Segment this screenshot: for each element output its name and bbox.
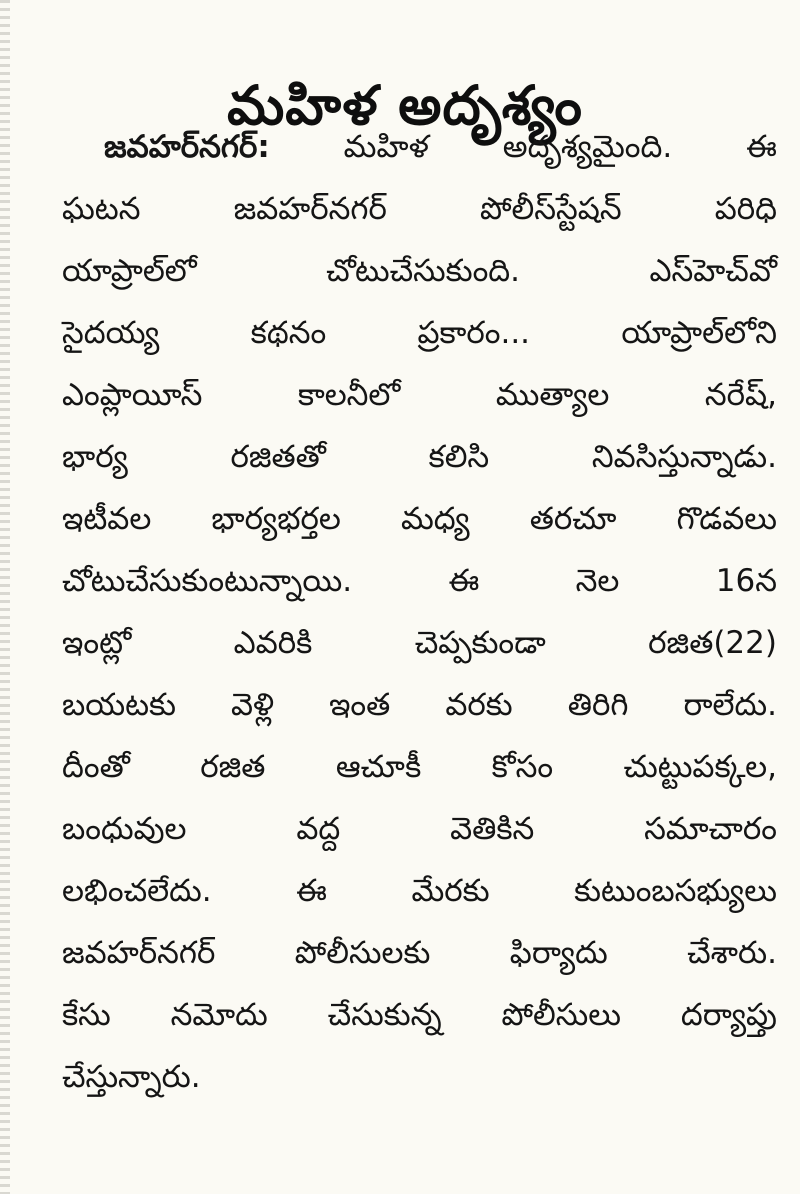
word: రజితతో [230, 439, 326, 475]
word: వద్ద [296, 811, 341, 847]
word: తిరిగి [567, 687, 629, 723]
word: సమాచారం [644, 811, 777, 847]
word: బంధువుల [62, 811, 187, 847]
word: యాప్రాల్‌లోని [621, 315, 777, 351]
word: నరేష్, [704, 377, 777, 413]
word: మేరకు [411, 873, 490, 909]
word: చోటుచేసుకుంది. [326, 253, 521, 289]
word: ఈ [746, 129, 777, 165]
word: భార్యభర్తల [211, 501, 341, 537]
article-line [62, 550, 777, 612]
word: రజిత [200, 749, 266, 785]
article-body [62, 116, 777, 1108]
article-line [62, 1046, 777, 1108]
dateline: జవహర్‌నగర్: [104, 129, 270, 165]
word: నెల [575, 563, 620, 599]
word: ఈ [296, 873, 327, 909]
article-line [62, 364, 777, 426]
word: కథనం [250, 315, 327, 351]
word: బయటకు [62, 687, 176, 723]
word: యాప్రాల్‌లో [62, 253, 197, 289]
word: వెళ్లి [231, 687, 274, 723]
word: చుట్టుపక్కల, [623, 749, 777, 785]
word: పరిధి [714, 191, 777, 227]
word: కుటుంబసభ్యులు [574, 873, 777, 909]
word: చేస్తున్నారు. [62, 1059, 201, 1095]
headline: మహిళ అదృశ్యం [227, 74, 583, 138]
word: రజిత(22) [648, 625, 777, 661]
word: దీంతో [62, 749, 130, 785]
article-line [62, 984, 777, 1046]
word: చెప్పకుండా [414, 625, 546, 661]
word: పోలీస్‌స్టేషన్ [479, 191, 622, 227]
article-line [62, 922, 777, 984]
article-line [62, 736, 777, 798]
word: కోసం [491, 749, 554, 785]
word: కాలనీలో [297, 377, 401, 413]
article-line [62, 798, 777, 860]
word: తరచూ [529, 501, 617, 537]
word: ఇంత [329, 687, 391, 723]
word: దర్యాప్తు [680, 997, 777, 1033]
article-line [62, 240, 777, 302]
word: ఘటన [62, 191, 141, 227]
word: ఆచూకీ [335, 749, 422, 785]
word: జవహర్‌నగర్ [233, 191, 387, 227]
word: ఎస్‌హెచ్‌వో [649, 253, 777, 289]
word: చేసుకున్న [327, 997, 442, 1033]
word: ముత్యాల [495, 377, 610, 413]
word: నివసిస్తున్నాడు. [591, 439, 777, 475]
word: నమోదు [170, 997, 268, 1033]
word: లభించలేదు. [62, 873, 212, 909]
word: చోటుచేసుకుంటున్నాయి. [62, 563, 353, 599]
word: రాలేదు. [683, 687, 777, 723]
article-line [62, 674, 777, 736]
word: మహిళ [343, 129, 429, 165]
word: ఎవరికి [233, 625, 313, 661]
word: జవహర్‌నగర్ [62, 935, 216, 971]
word: సైదయ్య [62, 315, 160, 351]
word: ఎంప్లాయీస్ [62, 377, 203, 413]
article-line [62, 426, 777, 488]
word: మధ్య [400, 501, 470, 537]
word: ప్రకారం... [417, 315, 531, 351]
article-line [62, 178, 777, 240]
word: ఇంట్లో [62, 625, 132, 661]
word: పోలీసులు [501, 997, 621, 1033]
word: వరకు [445, 687, 513, 723]
word: పోలీసులకు [294, 935, 431, 971]
word: కలిసి [428, 439, 490, 475]
word: ఇటీవల [62, 501, 152, 537]
word: ఫిర్యాదు [509, 935, 608, 971]
word: 16న [715, 563, 777, 599]
column-rule [0, 0, 10, 1194]
word: గొడవలు [676, 501, 777, 537]
word: కేసు [62, 997, 111, 1033]
word: వెతికిన [450, 811, 535, 847]
word: అదృశ్యమైంది. [502, 129, 673, 165]
article-line [62, 488, 777, 550]
article-line [62, 860, 777, 922]
article-line [62, 302, 777, 364]
article-line [62, 116, 777, 178]
word: భార్య [62, 439, 128, 475]
article-line [62, 612, 777, 674]
word: ఈ [448, 563, 480, 599]
word: చేశారు. [687, 935, 777, 971]
